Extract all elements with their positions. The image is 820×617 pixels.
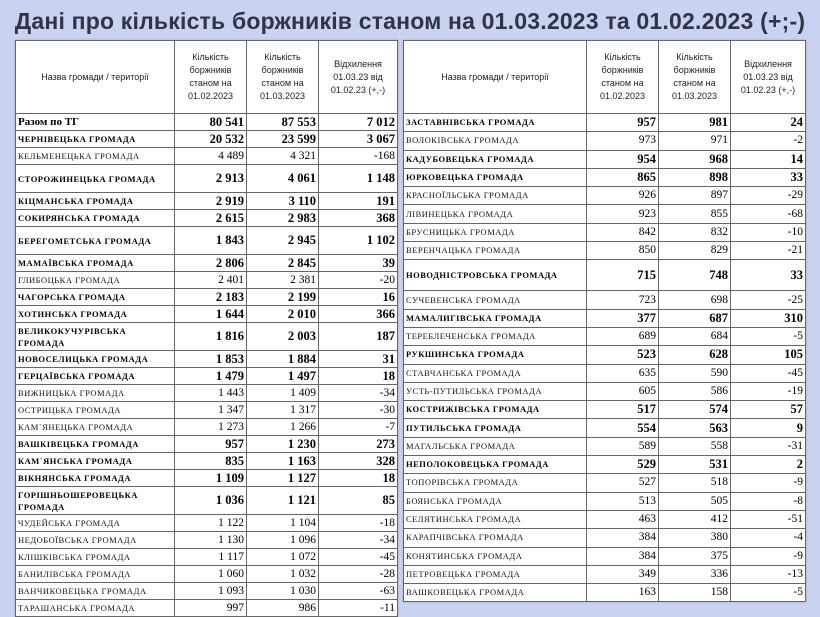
debtors-mar-cell: 563 bbox=[659, 419, 731, 437]
deviation-cell: 3 067 bbox=[319, 131, 398, 148]
table-row bbox=[16, 289, 398, 306]
debtors-mar-cell: 518 bbox=[659, 474, 731, 492]
debtors-feb-cell: 4 489 bbox=[175, 148, 247, 165]
table-row bbox=[16, 255, 398, 272]
deviation-cell: -34 bbox=[319, 385, 398, 402]
debtors-feb-cell: 635 bbox=[587, 364, 659, 382]
deviation-cell: -63 bbox=[319, 583, 398, 600]
community-name-cell: ЧЕРНІВЕЦЬКА ГРОМАДА bbox=[16, 131, 175, 148]
debtors-mar-cell: 855 bbox=[659, 205, 731, 223]
community-name-cell: ХОТИНСЬКА ГРОМАДА bbox=[16, 306, 175, 323]
debtors-mar-cell: 23 599 bbox=[247, 131, 319, 148]
community-name-cell: РУКШИНСЬКА ГРОМАДА bbox=[404, 346, 587, 364]
table-row bbox=[16, 549, 398, 566]
debtors-mar-cell: 412 bbox=[659, 510, 731, 528]
deviation-cell: 1 102 bbox=[319, 227, 398, 255]
community-name-cell: КЕЛЬМЕНЕЦЬКА ГРОМАДА bbox=[16, 148, 175, 165]
deviation-cell: -34 bbox=[319, 532, 398, 549]
deviation-cell: -31 bbox=[731, 437, 806, 455]
deviation-cell: 39 bbox=[319, 255, 398, 272]
debtors-mar-cell: 2 381 bbox=[247, 272, 319, 289]
deviation-cell: 33 bbox=[731, 168, 806, 186]
community-name-cell: ВЕРЕНЧАЦЬКА ГРОМАДА bbox=[404, 242, 587, 260]
debtors-feb-cell: 1 273 bbox=[175, 419, 247, 436]
table-row bbox=[16, 470, 398, 487]
debtors-mar-cell: 968 bbox=[659, 150, 731, 168]
debtors-feb-cell: 842 bbox=[587, 223, 659, 241]
debtors-mar-cell: 986 bbox=[247, 600, 319, 617]
community-name-cell: ВАШКІВЕЦЬКА ГРОМАДА bbox=[16, 436, 175, 453]
debtors-feb-cell: 835 bbox=[175, 453, 247, 470]
community-name-cell: ТАРАШАНСЬКА ГРОМАДА bbox=[16, 600, 175, 617]
community-name-cell: Разом по ТГ bbox=[16, 114, 175, 131]
debtors-feb-cell: 715 bbox=[587, 260, 659, 291]
community-name-cell: ГЕРЦАЇВСЬКА ГРОМАДА bbox=[16, 368, 175, 385]
deviation-cell: -11 bbox=[319, 600, 398, 617]
debtors-feb-cell: 997 bbox=[175, 600, 247, 617]
table-row bbox=[404, 346, 806, 364]
debtors-feb-cell: 605 bbox=[587, 382, 659, 400]
debtors-mar-cell: 380 bbox=[659, 529, 731, 547]
debtors-mar-cell: 628 bbox=[659, 346, 731, 364]
community-name-cell: ПЕТРОВЕЦЬКА ГРОМАДА bbox=[404, 565, 587, 583]
debtors-mar-cell: 586 bbox=[659, 382, 731, 400]
community-name-cell: ВАШКОВЕЦЬКА ГРОМАДА bbox=[404, 584, 587, 602]
debtors-feb-cell: 349 bbox=[587, 565, 659, 583]
table-row bbox=[16, 487, 398, 515]
community-name-cell: ГОРІШНЬОШЕРОВЕЦЬКА ГРОМАДА bbox=[16, 487, 175, 515]
table-row bbox=[16, 532, 398, 549]
community-name-cell: УСТЬ-ПУТИЛЬСЬКА ГРОМАДА bbox=[404, 382, 587, 400]
debtors-feb-cell: 926 bbox=[587, 187, 659, 205]
table-row bbox=[404, 223, 806, 241]
deviation-cell: -2 bbox=[731, 132, 806, 150]
community-name-cell: БРУСНИЦЬКА ГРОМАДА bbox=[404, 223, 587, 241]
debtors-mar-cell: 698 bbox=[659, 291, 731, 309]
community-name-cell: ТЕРЕБЛЕЧЕНСЬКА ГРОМАДА bbox=[404, 327, 587, 345]
table-row bbox=[404, 456, 806, 474]
header-col3: Відхилення 01.03.23 від 01.02.23 (+,-) bbox=[319, 41, 398, 114]
debtors-mar-cell: 898 bbox=[659, 168, 731, 186]
debtors-mar-cell: 687 bbox=[659, 309, 731, 327]
community-name-cell: ТОПОРІВСЬКА ГРОМАДА bbox=[404, 474, 587, 492]
debtors-feb-cell: 20 532 bbox=[175, 131, 247, 148]
deviation-cell: 31 bbox=[319, 351, 398, 368]
community-name-cell: ЧУДЕЙСЬКА ГРОМАДА bbox=[16, 515, 175, 532]
deviation-cell: 9 bbox=[731, 419, 806, 437]
table-row bbox=[16, 566, 398, 583]
table-row bbox=[404, 291, 806, 309]
debtors-mar-cell: 1 163 bbox=[247, 453, 319, 470]
header-name: Назва громади / території bbox=[404, 41, 587, 114]
deviation-cell: -7 bbox=[319, 419, 398, 436]
deviation-cell: -18 bbox=[319, 515, 398, 532]
community-name-cell: ЗАСТАВНІВСЬКА ГРОМАДА bbox=[404, 114, 587, 132]
debtors-feb-cell: 957 bbox=[587, 114, 659, 132]
community-name-cell: КЛІШКІВСЬКА ГРОМАДА bbox=[16, 549, 175, 566]
community-name-cell: КРАСНОЇЛЬСЬКА ГРОМАДА bbox=[404, 187, 587, 205]
header-row bbox=[404, 41, 806, 114]
debtors-feb-cell: 1 122 bbox=[175, 515, 247, 532]
debtors-mar-cell: 2 983 bbox=[247, 210, 319, 227]
table-row bbox=[16, 148, 398, 165]
table-row bbox=[16, 272, 398, 289]
debtors-feb-cell: 954 bbox=[587, 150, 659, 168]
deviation-cell: 105 bbox=[731, 346, 806, 364]
table-row bbox=[404, 327, 806, 345]
debtors-mar-cell: 832 bbox=[659, 223, 731, 241]
debtors-mar-cell: 4 061 bbox=[247, 165, 319, 193]
debtors-feb-cell: 2 401 bbox=[175, 272, 247, 289]
header-col3: Відхилення 01.03.23 від 01.02.23 (+,-) bbox=[731, 41, 806, 114]
table-row bbox=[404, 309, 806, 327]
header-col2: Кількість боржників станом на 01.03.2023 bbox=[247, 41, 319, 114]
deviation-cell: -45 bbox=[319, 549, 398, 566]
debtors-mar-cell: 590 bbox=[659, 364, 731, 382]
header-col1: Кількість боржників станом на 01.02.2023 bbox=[175, 41, 247, 114]
deviation-cell: -51 bbox=[731, 510, 806, 528]
debtors-mar-cell: 1 409 bbox=[247, 385, 319, 402]
deviation-cell: -29 bbox=[731, 187, 806, 205]
table-row bbox=[16, 368, 398, 385]
table-row bbox=[404, 150, 806, 168]
debtors-mar-cell: 748 bbox=[659, 260, 731, 291]
table-row bbox=[16, 323, 398, 351]
debtors-feb-cell: 384 bbox=[587, 529, 659, 547]
debtors-feb-cell: 973 bbox=[587, 132, 659, 150]
debtors-feb-cell: 1 060 bbox=[175, 566, 247, 583]
deviation-cell: -8 bbox=[731, 492, 806, 510]
table-row bbox=[404, 364, 806, 382]
deviation-cell: -5 bbox=[731, 584, 806, 602]
debtors-mar-cell: 2 003 bbox=[247, 323, 319, 351]
debtors-mar-cell: 684 bbox=[659, 327, 731, 345]
debtors-feb-cell: 1 816 bbox=[175, 323, 247, 351]
deviation-cell: 57 bbox=[731, 401, 806, 419]
deviation-cell: 187 bbox=[319, 323, 398, 351]
table-row bbox=[16, 453, 398, 470]
deviation-cell: -19 bbox=[731, 382, 806, 400]
debtors-mar-cell: 4 321 bbox=[247, 148, 319, 165]
community-name-cell: КАРАПЧІВСЬКА ГРОМАДА bbox=[404, 529, 587, 547]
community-name-cell: ВЕЛИКОКУЧУРІВСЬКА ГРОМАДА bbox=[16, 323, 175, 351]
table-row bbox=[16, 600, 398, 617]
debtors-mar-cell: 558 bbox=[659, 437, 731, 455]
debtors-feb-cell: 957 bbox=[175, 436, 247, 453]
community-name-cell: ЮРКОВЕЦЬКА ГРОМАДА bbox=[404, 168, 587, 186]
header-col2: Кількість боржників станом на 01.03.2023 bbox=[659, 41, 731, 114]
debtors-mar-cell: 1 497 bbox=[247, 368, 319, 385]
community-name-cell: СУЧЕВЕНСЬКА ГРОМАДА bbox=[404, 291, 587, 309]
community-name-cell: МАМАЇВСЬКА ГРОМАДА bbox=[16, 255, 175, 272]
debtors-mar-cell: 1 127 bbox=[247, 470, 319, 487]
community-name-cell: ГЛИБОЦЬКА ГРОМАДА bbox=[16, 272, 175, 289]
deviation-cell: 14 bbox=[731, 150, 806, 168]
table-row bbox=[404, 114, 806, 132]
debtors-mar-cell: 1 030 bbox=[247, 583, 319, 600]
debtors-mar-cell: 336 bbox=[659, 565, 731, 583]
debtors-feb-cell: 865 bbox=[587, 168, 659, 186]
deviation-cell: 310 bbox=[731, 309, 806, 327]
table-row bbox=[404, 492, 806, 510]
debtors-feb-cell: 2 913 bbox=[175, 165, 247, 193]
community-name-cell: КІЦМАНСЬКА ГРОМАДА bbox=[16, 193, 175, 210]
debtors-mar-cell: 87 553 bbox=[247, 114, 319, 131]
deviation-cell: -9 bbox=[731, 547, 806, 565]
deviation-cell: 24 bbox=[731, 114, 806, 132]
community-name-cell: КОНЯТИНСЬКА ГРОМАДА bbox=[404, 547, 587, 565]
table-row bbox=[16, 515, 398, 532]
deviation-cell: -68 bbox=[731, 205, 806, 223]
debtors-mar-cell: 158 bbox=[659, 584, 731, 602]
community-name-cell: КАМ`ЯНСЬКА ГРОМАДА bbox=[16, 453, 175, 470]
table-row bbox=[404, 510, 806, 528]
debtors-mar-cell: 2 010 bbox=[247, 306, 319, 323]
header-name: Назва громади / території bbox=[16, 41, 175, 114]
deviation-cell: 7 012 bbox=[319, 114, 398, 131]
page-title: Дані про кількість боржників станом на 01.03.2023 та 01.02.2023 (+;-) bbox=[14, 8, 806, 34]
table-row bbox=[404, 205, 806, 223]
debtors-mar-cell: 2 845 bbox=[247, 255, 319, 272]
community-name-cell: МАГАЛЬСЬКА ГРОМАДА bbox=[404, 437, 587, 455]
debtors-feb-cell: 80 541 bbox=[175, 114, 247, 131]
debtors-mar-cell: 971 bbox=[659, 132, 731, 150]
table-row bbox=[404, 382, 806, 400]
debtors-feb-cell: 2 183 bbox=[175, 289, 247, 306]
debtors-feb-cell: 384 bbox=[587, 547, 659, 565]
debtors-mar-cell: 1 266 bbox=[247, 419, 319, 436]
header-col1: Кількість боржників станом на 01.02.2023 bbox=[587, 41, 659, 114]
table-row bbox=[404, 401, 806, 419]
deviation-cell: 2 bbox=[731, 456, 806, 474]
deviation-cell: -5 bbox=[731, 327, 806, 345]
debtors-feb-cell: 1 117 bbox=[175, 549, 247, 566]
debtors-mar-cell: 1 104 bbox=[247, 515, 319, 532]
debtors-feb-cell: 1 347 bbox=[175, 402, 247, 419]
deviation-cell: 33 bbox=[731, 260, 806, 291]
deviation-cell: -20 bbox=[319, 272, 398, 289]
deviation-cell: -25 bbox=[731, 291, 806, 309]
debtors-feb-cell: 529 bbox=[587, 456, 659, 474]
deviation-cell: -21 bbox=[731, 242, 806, 260]
debtors-feb-cell: 1 479 bbox=[175, 368, 247, 385]
deviation-cell: -10 bbox=[731, 223, 806, 241]
table-row bbox=[16, 402, 398, 419]
right-debtors-table bbox=[403, 40, 806, 602]
deviation-cell: 1 148 bbox=[319, 165, 398, 193]
debtors-mar-cell: 1 072 bbox=[247, 549, 319, 566]
debtors-feb-cell: 2 919 bbox=[175, 193, 247, 210]
debtors-feb-cell: 723 bbox=[587, 291, 659, 309]
debtors-feb-cell: 523 bbox=[587, 346, 659, 364]
debtors-feb-cell: 163 bbox=[587, 584, 659, 602]
community-name-cell: ВАНЧИКОВЕЦЬКА ГРОМАДА bbox=[16, 583, 175, 600]
deviation-cell: 18 bbox=[319, 470, 398, 487]
table-row bbox=[16, 114, 398, 131]
debtors-mar-cell: 1 884 bbox=[247, 351, 319, 368]
debtors-feb-cell: 689 bbox=[587, 327, 659, 345]
community-name-cell: КОСТРИЖІВСЬКА ГРОМАДА bbox=[404, 401, 587, 419]
debtors-feb-cell: 2 806 bbox=[175, 255, 247, 272]
debtors-feb-cell: 1 109 bbox=[175, 470, 247, 487]
table-row bbox=[16, 210, 398, 227]
debtors-feb-cell: 1 130 bbox=[175, 532, 247, 549]
table-row bbox=[16, 351, 398, 368]
community-name-cell: СЕЛЯТИНСЬКА ГРОМАДА bbox=[404, 510, 587, 528]
debtors-mar-cell: 505 bbox=[659, 492, 731, 510]
table-row bbox=[404, 187, 806, 205]
debtors-mar-cell: 829 bbox=[659, 242, 731, 260]
community-name-cell: МАМАЛИГІВСЬКА ГРОМАДА bbox=[404, 309, 587, 327]
table-row bbox=[404, 132, 806, 150]
table-row bbox=[16, 436, 398, 453]
debtors-mar-cell: 897 bbox=[659, 187, 731, 205]
debtors-feb-cell: 2 615 bbox=[175, 210, 247, 227]
debtors-mar-cell: 1 121 bbox=[247, 487, 319, 515]
debtors-mar-cell: 3 110 bbox=[247, 193, 319, 210]
debtors-feb-cell: 923 bbox=[587, 205, 659, 223]
table-row bbox=[404, 584, 806, 602]
table-row bbox=[404, 242, 806, 260]
debtors-mar-cell: 2 945 bbox=[247, 227, 319, 255]
community-name-cell: БАНИЛІВСЬКА ГРОМАДА bbox=[16, 566, 175, 583]
table-row bbox=[16, 131, 398, 148]
debtors-feb-cell: 463 bbox=[587, 510, 659, 528]
deviation-cell: -30 bbox=[319, 402, 398, 419]
debtors-feb-cell: 377 bbox=[587, 309, 659, 327]
debtors-mar-cell: 1 096 bbox=[247, 532, 319, 549]
community-name-cell: НЕДОБОЇВСЬКА ГРОМАДА bbox=[16, 532, 175, 549]
community-name-cell: БОЯНСЬКА ГРОМАДА bbox=[404, 492, 587, 510]
deviation-cell: 366 bbox=[319, 306, 398, 323]
debtors-feb-cell: 554 bbox=[587, 419, 659, 437]
community-name-cell: ВОЛОКІВСЬКА ГРОМАДА bbox=[404, 132, 587, 150]
deviation-cell: 328 bbox=[319, 453, 398, 470]
community-name-cell: ВИЖНИЦЬКА ГРОМАДА bbox=[16, 385, 175, 402]
community-name-cell: СТОРОЖИНЕЦЬКА ГРОМАДА bbox=[16, 165, 175, 193]
table-row bbox=[16, 227, 398, 255]
deviation-cell: -4 bbox=[731, 529, 806, 547]
table-row bbox=[404, 260, 806, 291]
community-name-cell: НЕПОЛОКОВЕЦЬКА ГРОМАДА bbox=[404, 456, 587, 474]
deviation-cell: 18 bbox=[319, 368, 398, 385]
debtors-mar-cell: 1 317 bbox=[247, 402, 319, 419]
debtors-feb-cell: 1 853 bbox=[175, 351, 247, 368]
community-name-cell: ОСТРИЦЬКА ГРОМАДА bbox=[16, 402, 175, 419]
community-name-cell: ПУТИЛЬСЬКА ГРОМАДА bbox=[404, 419, 587, 437]
header-row bbox=[16, 41, 398, 114]
table-row bbox=[16, 193, 398, 210]
table-row bbox=[16, 165, 398, 193]
debtors-feb-cell: 513 bbox=[587, 492, 659, 510]
deviation-cell: 273 bbox=[319, 436, 398, 453]
deviation-cell: -168 bbox=[319, 148, 398, 165]
deviation-cell: 368 bbox=[319, 210, 398, 227]
debtors-mar-cell: 531 bbox=[659, 456, 731, 474]
debtors-feb-cell: 1 644 bbox=[175, 306, 247, 323]
community-name-cell: ЛІВИНЕЦЬКА ГРОМАДА bbox=[404, 205, 587, 223]
community-name-cell: КАДУБОВЕЦЬКА ГРОМАДА bbox=[404, 150, 587, 168]
table-row bbox=[16, 419, 398, 436]
debtors-feb-cell: 589 bbox=[587, 437, 659, 455]
deviation-cell: -13 bbox=[731, 565, 806, 583]
community-name-cell: КАМ`ЯНЕЦЬКА ГРОМАДА bbox=[16, 419, 175, 436]
table-row bbox=[404, 437, 806, 455]
debtors-mar-cell: 981 bbox=[659, 114, 731, 132]
deviation-cell: 85 bbox=[319, 487, 398, 515]
community-name-cell: БЕРЕГОМЕТСЬКА ГРОМАДА bbox=[16, 227, 175, 255]
community-name-cell: СОКИРЯНСЬКА ГРОМАДА bbox=[16, 210, 175, 227]
deviation-cell: -28 bbox=[319, 566, 398, 583]
community-name-cell: ЧАГОРСЬКА ГРОМАДА bbox=[16, 289, 175, 306]
deviation-cell: 16 bbox=[319, 289, 398, 306]
debtors-mar-cell: 574 bbox=[659, 401, 731, 419]
debtors-mar-cell: 2 199 bbox=[247, 289, 319, 306]
table-row bbox=[16, 385, 398, 402]
community-name-cell: НОВОСЕЛИЦЬКА ГРОМАДА bbox=[16, 351, 175, 368]
debtors-feb-cell: 1 843 bbox=[175, 227, 247, 255]
table-row bbox=[404, 565, 806, 583]
table-row bbox=[404, 547, 806, 565]
community-name-cell: НОВОДНІСТРОВСЬКА ГРОМАДА bbox=[404, 260, 587, 291]
table-row bbox=[16, 306, 398, 323]
debtors-feb-cell: 1 093 bbox=[175, 583, 247, 600]
table-row bbox=[404, 474, 806, 492]
debtors-mar-cell: 1 032 bbox=[247, 566, 319, 583]
table-row bbox=[16, 583, 398, 600]
deviation-cell: 191 bbox=[319, 193, 398, 210]
debtors-feb-cell: 517 bbox=[587, 401, 659, 419]
debtors-mar-cell: 375 bbox=[659, 547, 731, 565]
debtors-feb-cell: 850 bbox=[587, 242, 659, 260]
debtors-feb-cell: 1 443 bbox=[175, 385, 247, 402]
debtors-feb-cell: 527 bbox=[587, 474, 659, 492]
community-name-cell: ВІКНЯНСЬКА ГРОМАДА bbox=[16, 470, 175, 487]
table-row bbox=[404, 419, 806, 437]
deviation-cell: -9 bbox=[731, 474, 806, 492]
deviation-cell: -45 bbox=[731, 364, 806, 382]
table-row bbox=[404, 529, 806, 547]
debtors-feb-cell: 1 036 bbox=[175, 487, 247, 515]
table-row bbox=[404, 168, 806, 186]
community-name-cell: СТАВЧАНСЬКА ГРОМАДА bbox=[404, 364, 587, 382]
debtors-mar-cell: 1 230 bbox=[247, 436, 319, 453]
left-debtors-table bbox=[15, 40, 398, 617]
